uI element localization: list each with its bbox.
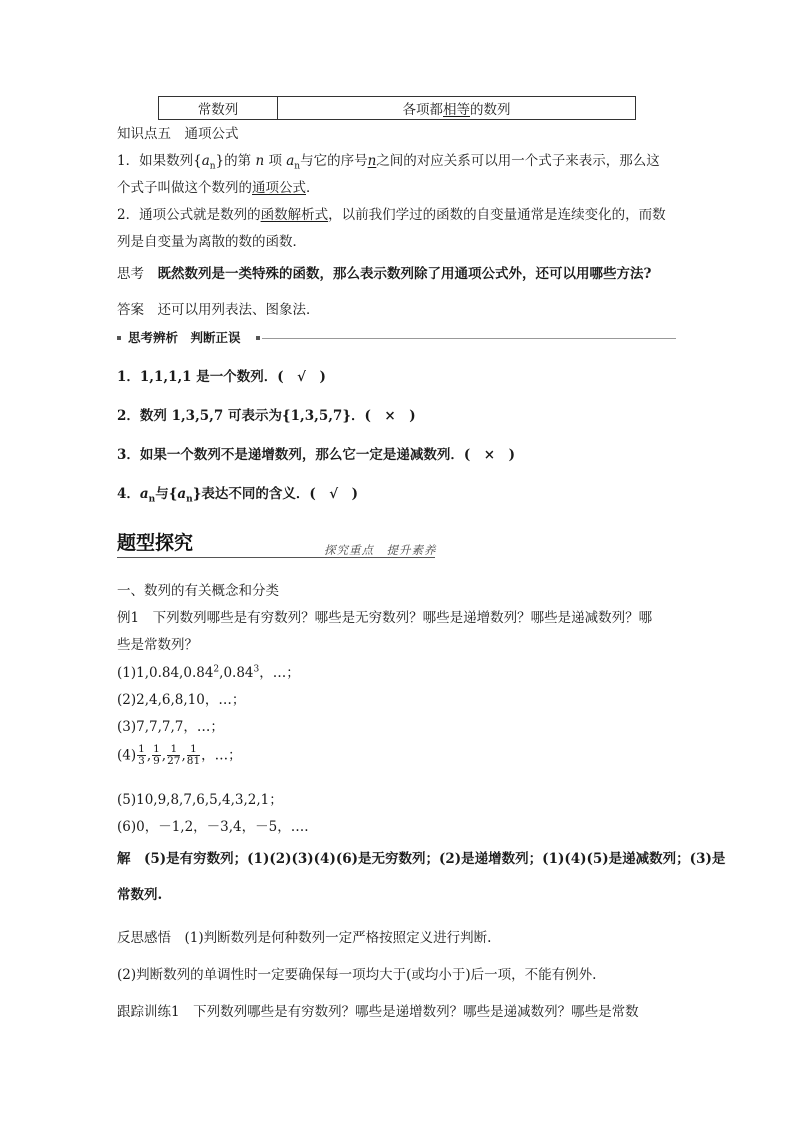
text-run: 4．: [117, 486, 140, 502]
section-heading-subtitle: 探究重点 提升素养: [324, 543, 437, 557]
numerator: 1: [167, 744, 180, 756]
example-1-line-2: 些是常数列？: [117, 637, 198, 653]
text-run: ．: [306, 180, 320, 196]
fraction: [152, 744, 161, 767]
math-sub: n: [186, 494, 193, 505]
text-run: 之间的对应关系可以用一个式子来表示，那么这: [376, 153, 660, 169]
fraction: [187, 744, 200, 767]
definition-table: [158, 96, 636, 120]
section-bar-title: 思考辨析 判断正误: [128, 330, 241, 345]
solution-line-1: 解 (5)是有穷数列；(1)(2)(3)(4)(6)是无穷数列；(2)是递增数列；(1)(4)(5)是递减数列；(3)是: [117, 851, 726, 867]
math-var: a: [286, 153, 295, 169]
section-bar-marker: [117, 336, 121, 340]
think-question: [117, 265, 651, 283]
think-label: 思考: [117, 266, 144, 282]
example-item-3: (3)7,7,7,7，…；: [117, 719, 224, 735]
math-var: a: [201, 153, 210, 169]
definition-prefix: 各项都: [402, 102, 443, 118]
knowledge-point-title: 知识点五 通项公式: [117, 126, 239, 142]
text-run: ,0.84: [219, 665, 254, 681]
solution-line-2: 常数列.: [117, 887, 163, 903]
text-run: 与它的序号: [300, 153, 368, 169]
answer-text: 还可以用列表法、图象法．: [157, 302, 320, 318]
math-sub: n: [294, 161, 301, 172]
math-var: n: [367, 153, 377, 169]
text-run: 个式子叫做这个数列的: [117, 180, 252, 196]
text-run: 项: [268, 153, 282, 169]
example-item-5: (5)10,9,8,7,6,5,4,3,2,1；: [117, 792, 283, 808]
section-heading: [117, 528, 193, 555]
judge-item-1: 1．1,1,1,1 是一个数列．( √ ): [117, 369, 326, 385]
judge-item-3: 3．如果一个数列不是递增数列，那么它一定是递减数列．( × ): [117, 447, 515, 463]
section-bar-line: [262, 338, 676, 339]
text-run: (4): [117, 747, 137, 764]
numerator: 1: [153, 743, 160, 755]
subsection-title: 一、数列的有关概念和分类: [117, 583, 279, 599]
example-item-4: (4) $\frac{1}{3}$ , $\frac{1}{9}$ , $\frac{1}{27}$ , $\frac{1}{81}$ ，…；: [117, 743, 242, 767]
math-var: a: [177, 486, 187, 502]
text-run: ，以前我们学过的函数的自变量通常是连续变化的，而数: [328, 207, 666, 223]
text-run: }表达不同的含义．( √ ): [192, 486, 359, 502]
paragraph-2-line-1: [117, 206, 666, 224]
example-item-1: [117, 664, 300, 682]
table-row: [159, 97, 636, 120]
section-bar-marker: [256, 336, 260, 340]
judge-item-2: 2．数列 1,3,5,7 可表示为{1,3,5,7}．( × ): [117, 408, 416, 424]
reflection-line-1: 反思感悟 (1)判断数列是何种数列一定严格按照定义进行判断.: [117, 930, 492, 946]
denominator: 3: [138, 755, 145, 767]
denominator: 9: [153, 755, 160, 767]
reflection-line-2: (2)判断数列的单调性时一定要确保每一项均大于(或均小于)后一项，不能有例外.: [117, 967, 597, 983]
judge-item-4: [117, 485, 358, 503]
math-var: a: [139, 486, 149, 502]
paragraph-2-line-2: 列是自变量为离散的数的函数．: [117, 234, 306, 250]
fraction: [137, 744, 146, 767]
paragraph-1-line-1: [117, 152, 660, 170]
fraction: [167, 744, 180, 767]
answer: [117, 301, 320, 319]
paragraph-1-line-2: [117, 179, 320, 197]
text-run: (1)1,0.84,0.84: [117, 665, 214, 681]
text-run: 2．通项公式就是数列的: [117, 207, 261, 223]
underlined-term: 通项公式: [252, 180, 306, 196]
text-run: }的第: [215, 153, 252, 169]
denominator: 27: [167, 755, 181, 767]
definition-suffix: 的数列: [470, 102, 511, 118]
text-run: ，…；: [201, 747, 242, 764]
example-item-6: (6)0，－1,2，－3,4，－5，….: [117, 819, 309, 835]
math-var: n: [255, 153, 265, 169]
math-sup: 3: [253, 664, 260, 675]
definition-underlined: 相等: [443, 102, 470, 118]
text-run: 与{: [155, 486, 178, 502]
numerator: 1: [138, 743, 145, 755]
table-cell-definition: [278, 97, 636, 120]
numerator: 1: [187, 744, 200, 756]
text-run: ，…；: [259, 665, 300, 681]
section-heading-title: 题型探究: [117, 532, 194, 554]
example-item-2: (2)2,4,6,8,10，…；: [117, 692, 246, 708]
example-1-line-1: 例1 下列数列哪些是有穷数列？哪些是无穷数列？哪些是递增数列？哪些是递减数列？哪: [117, 610, 653, 626]
math-sub: n: [209, 161, 216, 172]
text-run: 1．如果数列{: [117, 153, 202, 169]
denominator: 81: [186, 755, 201, 767]
math-sup: 2: [213, 664, 220, 675]
table-cell-term: 常数列: [159, 97, 278, 120]
math-sub: n: [148, 494, 156, 505]
follow-up-exercise: 跟踪训练1 下列数列哪些是有穷数列？哪些是递增数列？哪些是递减数列？哪些是常数: [117, 1004, 639, 1020]
underlined-term: 函数解析式: [260, 207, 329, 223]
think-text: 既然数列是一类特殊的函数，那么表示数列除了用通项公式外，还可以用哪些方法?: [157, 266, 652, 282]
answer-label: 答案: [117, 302, 144, 318]
